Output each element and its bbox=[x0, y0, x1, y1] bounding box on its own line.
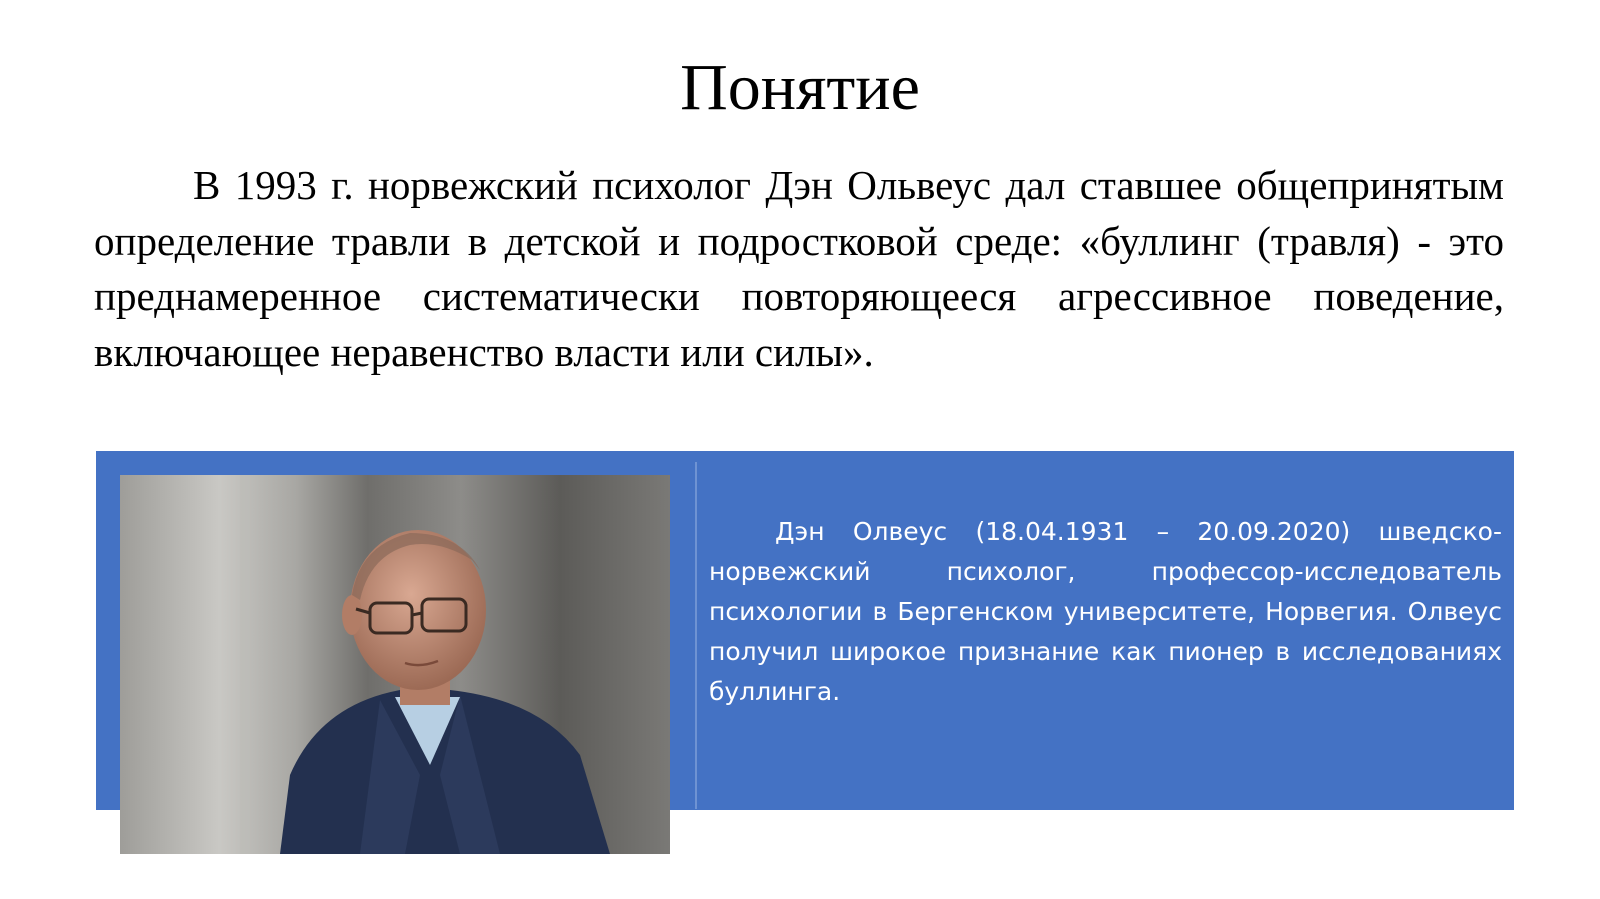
slide-title: Понятие bbox=[680, 51, 920, 124]
portrait-photo bbox=[120, 475, 670, 854]
biography-caption: Дэн Олвеус (18.04.1931 – 20.09.2020) шведско-норвежский психолог, профессор-исследователь психологии в Бергенском университете, Норвегия. Олвеус получил широкое признание как пионер в исследованиях буллинга. bbox=[709, 517, 1502, 706]
panel-divider bbox=[695, 462, 697, 809]
definition-paragraph: В 1993 г. норвежский психолог Дэн Ольвеус дал ставшее общепринятым определение травли в детской и подростковой среде: «буллинг (травля) - это преднамеренное систематически повторяющееся агрессивное поведение, включающее неравенство власти или силы». bbox=[94, 162, 1504, 375]
